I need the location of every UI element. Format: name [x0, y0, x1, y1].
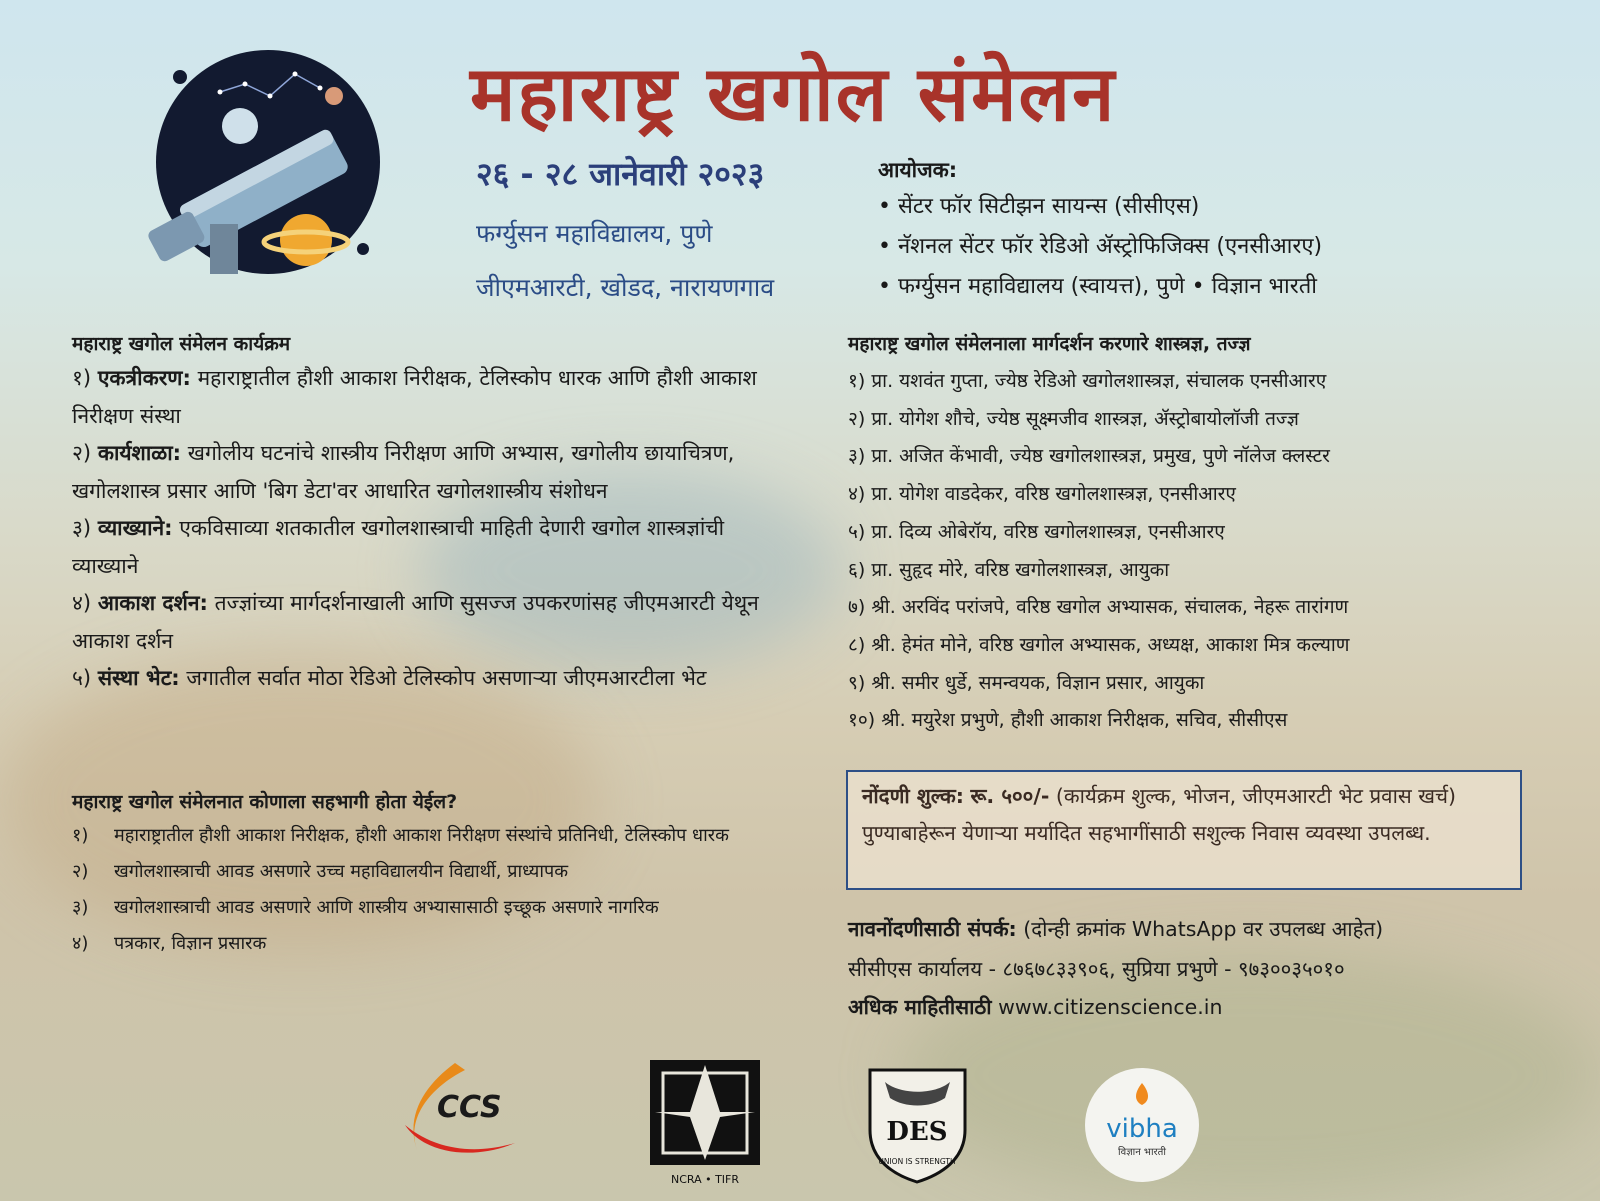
- expert-item: १०) श्री. मयुरेश प्रभुणे, हौशी आकाश निरीक्षक, सचिव, सीसीएस: [848, 709, 1288, 732]
- event-date: २६ - २८ जानेवारी २०२३: [476, 155, 765, 193]
- fee-amount: रू. ५००/-: [970, 784, 1050, 808]
- program-item: २) कार्यशाळा: खगोलीय घटनांचे शास्त्रीय निरीक्षण आणि अभ्यास, खगोलीय छायाचित्रण, खगोलशास्त्र प्रसार आणि 'बिग डेटा'वर आधारित खगोलशास्त्रीय संशोधन: [72, 441, 735, 503]
- expert-item: ७) श्री. अरविंद परांजपे, वरिष्ठ खगोल अभ्यासक, संचालक, नेहरू तारांगण: [848, 596, 1349, 619]
- venue-2: जीएमआरटी, खोडद, नारायणगाव: [476, 273, 775, 302]
- list-item: ४) पत्रकार, विज्ञान प्रसारक: [72, 933, 267, 954]
- list-item: १) महाराष्ट्रातील हौशी आकाश निरीक्षक, हौशी आकाश निरीक्षण संस्थांचे प्रतिनिधी, टेलिस्कोप धारक: [72, 825, 729, 846]
- organizers-heading: आयोजक:: [878, 158, 958, 182]
- expert-item: ३) प्रा. अजित केंभावी, ज्येष्ठ खगोलशास्त्रज्ञ, प्रमुख, पुणे नॉलेज क्लस्टर: [848, 445, 1330, 468]
- telescope-emblem: [120, 44, 400, 284]
- program-item: १) एकत्रीकरण: महाराष्ट्रातील हौशी आकाश निरीक्षक, टेलिस्कोप धारक आणि हौशी आकाश निरीक्षण संस्था: [72, 366, 757, 428]
- svg-text:विज्ञान भारती: विज्ञान भारती: [1118, 1147, 1166, 1158]
- organizer-item: • नॅशनल सेंटर फॉर रेडिओ ॲस्ट्रोफिजिक्स (एनसीआरए): [878, 234, 1323, 259]
- participants-heading: महाराष्ट्र खगोल संमेलनात कोणाला सहभागी होता येईल?: [72, 791, 458, 813]
- svg-text:UNION IS STRENGTH: UNION IS STRENGTH: [878, 1157, 956, 1166]
- program-item: ४) आकाश दर्शन: तज्ज्ञांच्या मार्गदर्शनाखाली आणि सुसज्ज उपकरणांसह जीएमआरटी येथून आकाश दर्शन: [72, 591, 759, 653]
- svg-text:vibha: vibha: [1106, 1114, 1178, 1144]
- registration-fee-box: [846, 770, 1522, 890]
- vibha-logo: [1082, 1065, 1202, 1185]
- expert-item: ९) श्री. समीर धुर्डे, समन्वयक, विज्ञान प्रसार, आयुका: [848, 671, 1205, 694]
- program-item: ३) व्याख्याने: एकविसाव्या शतकातील खगोलशास्त्राची माहिती देणारी खगोल शास्त्रज्ञांची व्याख्याने: [72, 516, 725, 578]
- program-list: [72, 360, 772, 698]
- expert-item: २) प्रा. योगेश शौचे, ज्येष्ठ सूक्ष्मजीव शास्त्रज्ञ, ॲस्ट्रोबायोलॉजी तज्ज्ञ: [848, 407, 1299, 430]
- info-line: अधिक माहितीसाठी www.citizenscience.in: [848, 995, 1223, 1019]
- list-item: २) खगोलशास्त्राची आवड असणारे उच्च महाविद्यालयीन विद्यार्थी, प्राध्यापक: [72, 861, 569, 882]
- svg-text:NCRA • TIFR: NCRA • TIFR: [670, 1173, 740, 1186]
- experts-list: [848, 363, 1350, 740]
- website-link[interactable]: www.citizenscience.in: [998, 995, 1223, 1019]
- contact-line: नावनोंदणीसाठी संपर्क: (दोन्ही क्रमांक WhatsApp वर उपलब्ध आहेत): [848, 917, 1384, 941]
- contact-phones: सीसीएस कार्यालय - ८७६७८३३९०६, सुप्रिया प्रभुणे - ९७३००३५०१०: [848, 957, 1345, 981]
- participants-list: [72, 818, 812, 962]
- expert-item: ५) प्रा. दिव्य ओबेरॉय, वरिष्ठ खगोलशास्त्रज्ञ, एनसीआरए: [848, 520, 1225, 543]
- page-title: महाराष्ट्र खगोल संमेलन: [470, 49, 1117, 138]
- ccs-logo: [395, 1055, 535, 1165]
- expert-item: १) प्रा. यशवंत गुप्ता, ज्येष्ठ रेडिओ खगोलशास्त्रज्ञ, संचालक एनसीआरए: [848, 370, 1327, 392]
- list-item: ३) खगोलशास्त्राची आवड असणारे आणि शास्त्रीय अभ्यासासाठी इच्छूक असणारे नागरिक: [72, 897, 659, 918]
- svg-text:DES: DES: [886, 1117, 948, 1147]
- venue-1: फर्ग्युसन महाविद्यालय, पुणे: [476, 219, 713, 248]
- program-item: ५) संस्था भेट: जगातील सर्वात मोठा रेडिओ टेलिस्कोप असणाऱ्या जीएमआरटीला भेट: [72, 666, 707, 690]
- experts-heading: महाराष्ट्र खगोल संमेलनाला मार्गदर्शन करणारे शास्त्रज्ञ, तज्ज्ञ: [848, 333, 1251, 355]
- fee-text: (कार्यक्रम शुल्क, भोजन, जीएमआरटी भेट प्रवास खर्च) पुण्याबाहेरून येणाऱ्या मर्यादित सहभागींसाठी सशुल्क निवास व्यवस्था उपलब्ध.: [862, 784, 1457, 845]
- expert-item: ६) प्रा. सुहृद मोरे, वरिष्ठ खगोलशास्त्रज्ञ, आयुका: [848, 558, 1170, 581]
- organizer-item: • फर्ग्युसन महाविद्यालय (स्वायत्त), पुणे • विज्ञान भारती: [878, 274, 1317, 299]
- des-logo: [860, 1060, 975, 1185]
- expert-item: ८) श्री. हेमंत मोने, वरिष्ठ खगोल अभ्यासक, अध्यक्ष, आकाश मित्र कल्याण: [848, 633, 1350, 656]
- program-heading: महाराष्ट्र खगोल संमेलन कार्यक्रम: [72, 333, 291, 355]
- expert-item: ४) प्रा. योगेश वाडदेकर, वरिष्ठ खगोलशास्त्रज्ञ, एनसीआरए: [848, 483, 1236, 506]
- organizer-item: • सेंटर फॉर सिटीझन सायन्स (सीसीएस): [878, 194, 1200, 219]
- fee-label: नोंदणी शुल्क:: [862, 784, 964, 808]
- ncra-tifr-logo: [645, 1055, 765, 1190]
- svg-text:CCS: CCS: [437, 1090, 502, 1125]
